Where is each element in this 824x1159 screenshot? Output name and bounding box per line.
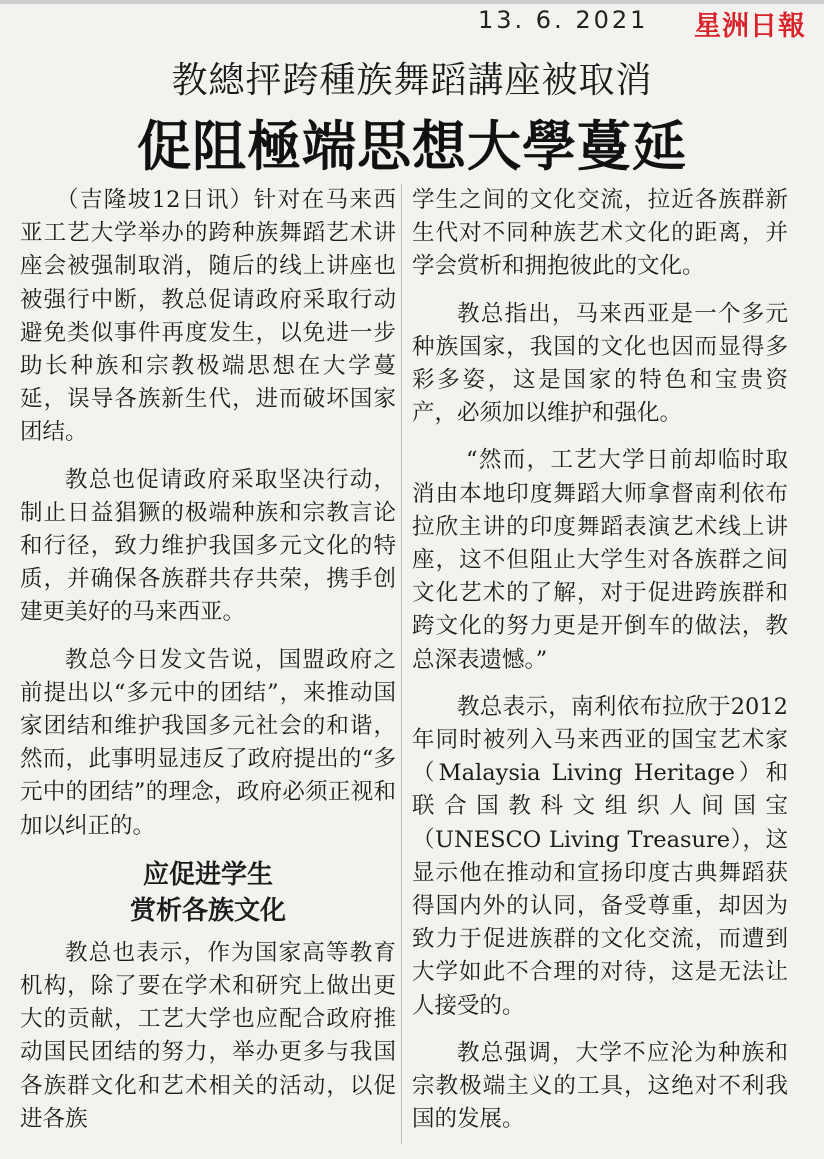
- paragraph: 教总也表示，作为国家高等教育机构，除了要在学术和研究上做出更大的贡献，工艺大学也应配合政府推动国民团结的努力，举办更多与我国各族群文化和艺术相关的活动，以促进各族: [20, 939, 396, 1132]
- paragraph: 学生之间的文化交流，拉近各族群新生代对不同种族艺术文化的距离，并学会赏析和拥抱彼此的文化。: [412, 187, 788, 280]
- article-kicker: 教總抨跨種族舞蹈講座被取消: [171, 60, 653, 101]
- paragraph: 教总今日发文告说，国盟政府之前提出以“多元中的团结”，来推动国家团结和维护我国多元社会的和谐，然而，此事明显违反了政府提出的“多元中的团结”的理念，政府必须正视和加以纠正的。: [20, 646, 396, 839]
- paragraph: 教总强调，大学不应沦为种族和宗教极端主义的工具，这绝对不利我国的发展。: [412, 1039, 788, 1133]
- paragraph: 教总表示，南利依布拉欣于2012年同时被列入马来西亚的国宝艺术家（Malaysia Living Heritage）和联合国教科文组织人间国宝（UNESCO Living Treasure），这显示他在推动和宣扬印度古典舞蹈获得国内外的认同，备受尊重，却因为致力于促进族群的文化交流，而遭到大学如此不合理的对待，这是无法让人接受的。: [412, 693, 788, 1019]
- column-divider: [401, 184, 402, 1144]
- publication-date: 13. 6. 2021: [478, 6, 649, 34]
- left-column: [20, 184, 396, 1136]
- subheading-line: 赏析各族文化: [129, 895, 286, 926]
- paragraph: 教总也促请政府采取坚决行动，制止日益猖獗的极端种族和宗教言论和行径，致力维护我国多元文化的特质，并确保各族群共存共荣，携手创建更美好的马来西亚。: [20, 466, 396, 626]
- paragraph: 教总指出，马来西亚是一个多元种族国家，我国的文化也因而显得多彩多姿，这是国家的特色和宝贵资产，必须加以维护和强化。: [412, 300, 788, 427]
- article-headline: 促阻極端思想大學蔓延: [137, 115, 687, 178]
- right-column: [412, 184, 788, 1136]
- newspaper-masthead: 星洲日報: [694, 11, 806, 42]
- paragraph: “然而，工艺大学日前却临时取消由本地印度舞蹈大师拿督南利依布拉欣主讲的印度舞蹈表演艺术线上讲座，这不但阻止大学生对各族群之间文化艺术的了解，对于促进跨族群和跨文化的努力更是开倒车的做法，教总深表遗憾。”: [412, 447, 788, 673]
- paragraph: （吉隆坡12日讯）针对在马来西亚工艺大学举办的跨种族舞蹈艺术讲座会被强制取消，随后的线上讲座也被强行中断，教总促请政府采取行动避免类似事件再度发生，以免进一步助长种族和宗教极端思想在大学蔓延，误导各族新生代，进而破坏国家团结。: [20, 187, 396, 446]
- section-subheading: [20, 857, 396, 929]
- subheading-line: 应促进学生: [142, 859, 273, 890]
